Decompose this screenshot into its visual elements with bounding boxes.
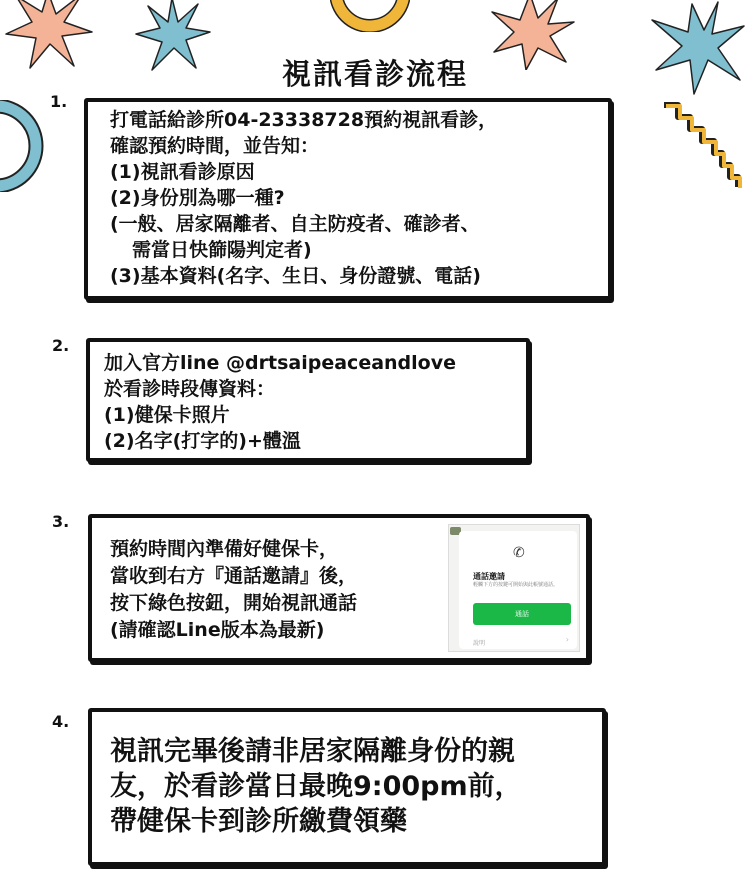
step-2-line: 於看診時段傳資料： xyxy=(104,378,276,400)
step-2-line: 加入官方line @drtsaipeaceandlove xyxy=(104,352,456,374)
help-link[interactable]: 說明 xyxy=(473,640,486,647)
step-1-line: (2)身份別為哪一種? xyxy=(110,187,285,209)
step-3-line: (請確認Line版本為最新) xyxy=(110,619,325,641)
step-1-line: (3)基本資料(名字、生日、身份證號、電話) xyxy=(110,265,481,287)
step-3-number: 3. xyxy=(52,512,70,531)
step-4-number: 4. xyxy=(52,712,70,731)
chevron-right-icon: › xyxy=(565,635,569,644)
step-3-line: 按下綠色按鈕，開始視訊通話 xyxy=(110,592,358,614)
step-4-line: 帶健保卡到診所繳費領藥 xyxy=(110,806,407,837)
step-1-line: 需當日快篩陽判定者) xyxy=(132,239,312,261)
step-1-line: 確認預約時間，並告知： xyxy=(110,135,320,157)
step-3-line: 預約時間內準備好健保卡， xyxy=(110,538,339,560)
step-2-line: (2)名字(打字的)+體溫 xyxy=(104,430,301,452)
call-invite-description: 輕觸下方的按鍵可開始與此帳號通話。 xyxy=(473,582,559,588)
step-3-line: 當收到右方『通話邀請』後， xyxy=(110,565,358,587)
call-button[interactable]: 通話 xyxy=(473,603,571,625)
step-4-line: 友，於看診當日最晚9:00pm前， xyxy=(110,771,522,802)
step-2-box xyxy=(86,338,530,462)
arc-icon xyxy=(0,100,48,192)
step-2-line: (1)健保卡照片 xyxy=(104,404,230,426)
step-1-number: 1. xyxy=(50,92,68,111)
step-1-line: (一般、居家隔離者、自主防疫者、確診者、 xyxy=(110,213,480,235)
step-4-box xyxy=(88,708,606,866)
step-4-line: 視訊完畢後請非居家隔離身份的親 xyxy=(110,736,515,767)
step-1-box xyxy=(84,98,612,300)
phone-call-icon: ✆ xyxy=(513,545,525,561)
call-invite-title: 通話邀請 xyxy=(473,572,505,581)
call-invite-card xyxy=(459,531,577,649)
step-1-line: (1)視訊看診原因 xyxy=(110,161,255,183)
zigzag-icon xyxy=(662,100,744,192)
step-1-line: 打電話給診所04-23338728預約視訊看診， xyxy=(110,109,498,131)
step-2-number: 2. xyxy=(52,336,70,355)
page-title: 視訊看診流程 xyxy=(281,57,468,91)
line-call-screenshot xyxy=(448,524,580,652)
arc-icon xyxy=(330,0,410,32)
